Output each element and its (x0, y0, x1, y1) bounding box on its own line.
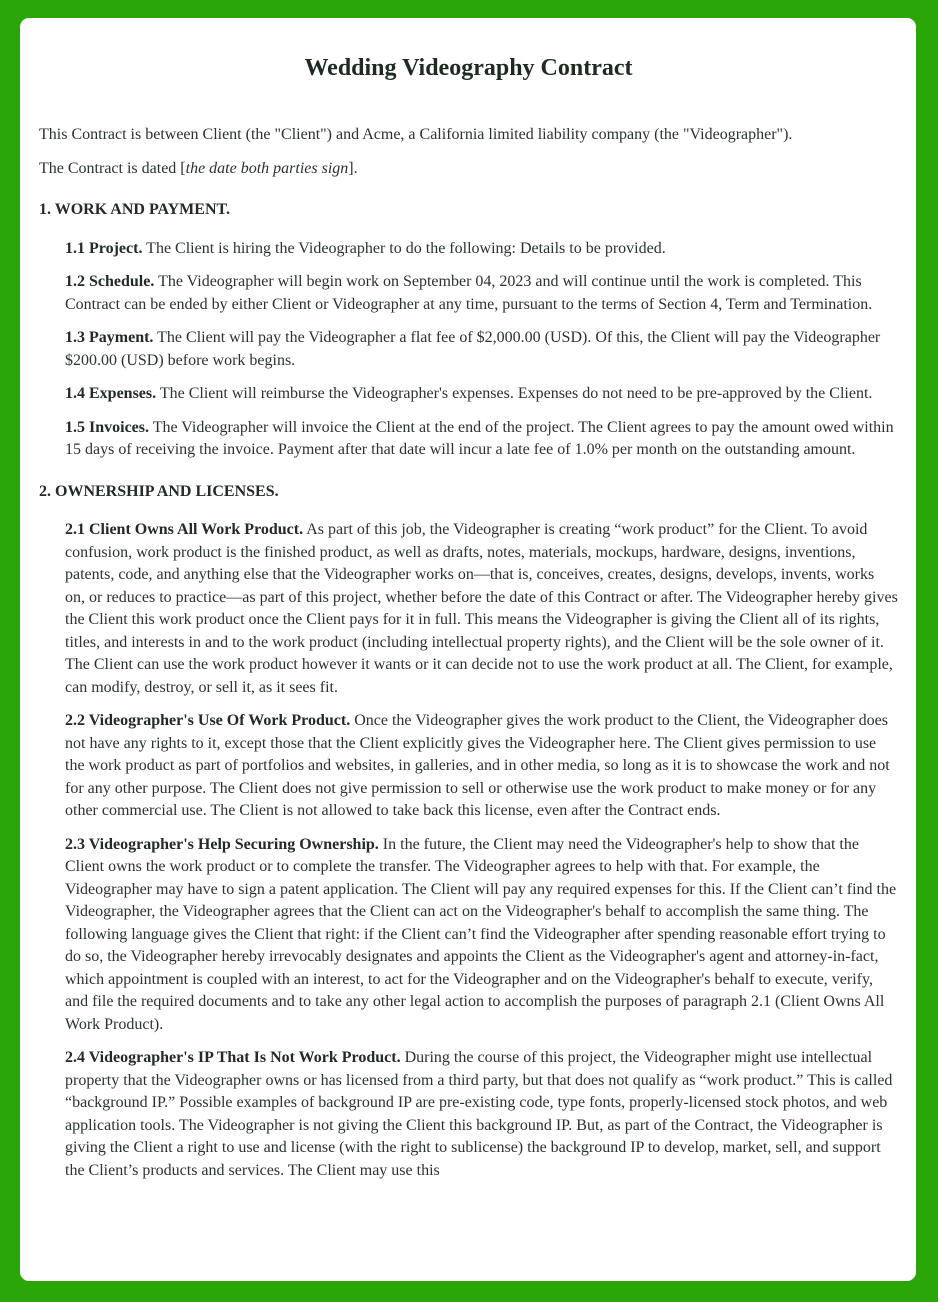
clause-label: 2.3 Videographer's Help Securing Ownership. (65, 835, 379, 853)
contract-clause (65, 327, 898, 372)
contract-clause (65, 271, 898, 316)
contract-clause (65, 383, 898, 406)
clause-text: The Client will pay the Videographer a flat fee of $2,000.00 (USD). Of this, the Client will pay the Videographer $200.00 (USD) before work begins. (65, 329, 881, 369)
contract-page (20, 18, 916, 1281)
contract-clause (65, 417, 898, 462)
section-clauses (39, 519, 898, 1182)
contract-section (39, 481, 898, 1183)
clause-label: 2.4 Videographer's IP That Is Not Work Product. (65, 1049, 401, 1066)
clause-label: 1.5 Invoices. (65, 418, 149, 436)
clause-label: 1.2 Schedule. (65, 273, 155, 290)
clause-label: 1.1 Project. (65, 239, 143, 257)
section-heading: 2. OWNERSHIP AND LICENSES. (39, 482, 279, 500)
clause-label: 1.3 Payment. (65, 329, 154, 346)
clause-text: Once the Videographer gives the work product to the Client, the Videographer does not have any rights to it, except those that the Client explicitly gives the Videographer here. The Client gives permission to use the work product as part of portfolios and websites, in galleries, and in other media, so long as it is to showcase the work and not for any other purpose. The Client does not give permission to sell or otherwise use the work product to make money or for any other commercial use. The Client is not allowed to take back this license, even after the Contract ends. (65, 712, 890, 819)
section-clauses (39, 238, 898, 462)
contract-clause (65, 519, 898, 699)
sections-container (39, 199, 898, 1182)
page-title: Wedding Videography Contract (304, 55, 633, 81)
clause-label: 2.2 Videographer's Use Of Work Product. (65, 712, 351, 729)
intro-paragraph: This Contract is between Client (the "Client") and Acme, a California limited liability company (the "Videographer"). (39, 126, 793, 143)
clause-text: The Videographer will begin work on September 04, 2023 and will continue until the work is completed. This Contract can be ended by either Client or Videographer at any time, pursuant to the terms of Section 4, Term and Termination. (65, 273, 873, 313)
dated-paragraph (39, 158, 898, 181)
contract-clause (65, 1047, 898, 1182)
clause-label: 2.1 Client Owns All Work Product. (65, 521, 304, 538)
dated-prefix: The Contract is dated [ (39, 159, 186, 177)
clause-text: In the future, the Client may need the Videographer's help to show that the Client owns the work product or to complete the transfer. The Videographer agrees to help with that. For example, the Videographer may have to sign a patent application. The Client will pay any required expenses for this. If the Client can’t find the Videographer, the Videographer agrees that the Client can act on the Videographer's behalf to accomplish the same thing. The following language gives the Client that right: if the Client can’t find the Videographer after spending reasonable effort trying to do so, the Videographer hereby irrevocably designates and appoints the Client as the Videographer's agent and attorney-in-fact, which appointment is coupled with an interest, to act for the Videographer and on the Videographer's behalf to execute, verify, and file the required documents and to take any other legal action to accomplish the purposes of paragraph 2.1 (Client Owns All Work Product). (65, 835, 897, 1033)
clause-text: During the course of this project, the Videographer might use intellectual property that the Videographer owns or has licensed from a third party, but that does not qualify as “work product.” This is called “background IP.” Possible examples of background IP are pre-existing code, type fonts, properly-licensed stock photos, and web application tools. The Videographer is not giving the Client this background IP. But, as part of the Contract, the Videographer is giving the Client a right to use and license (with the right to sublicense) the background IP to develop, market, sell, and support the Client’s products and services. The Client may use this (65, 1049, 893, 1179)
dated-placeholder: the date both parties sign (185, 159, 349, 177)
dated-suffix: ]. (348, 159, 358, 177)
clause-text: The Videographer will invoice the Client at the end of the project. The Client agrees to pay the amount owed within 15 days of receiving the invoice. Payment after that date will incur a late fee of 1.0% per month on the outstanding amount. (65, 418, 894, 458)
contract-section (39, 199, 898, 462)
clause-label: 1.4 Expenses. (65, 385, 157, 402)
contract-clause (65, 834, 898, 1037)
contract-clause (65, 238, 898, 261)
clause-text: As part of this job, the Videographer is creating “work product” for the Client. To avoid confusion, work product is the finished product, as well as drafts, notes, materials, mockups, hardware, designs, inventions, patents, code, and anything else that the Videographer works on—that is, conceives, creates, designs, develops, invents, works on, or reduces to practice—as part of this project, whether before the date of this Contract or after. The Videographer hereby gives the Client this work product once the Client pays for it in full. This means the Videographer is giving the Client all of its rights, titles, and interests in and to the work product (including intellectual property rights), and the Client will be the sole owner of it. The Client can use the work product however it wants or it can decide not to use the work product at all. The Client, for example, can modify, destroy, or sell it, as it sees fit. (65, 521, 898, 696)
clause-text: The Client will reimburse the Videographer's expenses. Expenses do not need to be pre-approved by the Client. (159, 385, 873, 402)
clause-text: The Client is hiring the Videographer to do the following: Details to be provided. (146, 239, 666, 257)
contract-clause (65, 710, 898, 823)
section-heading: 1. WORK AND PAYMENT. (39, 201, 230, 218)
